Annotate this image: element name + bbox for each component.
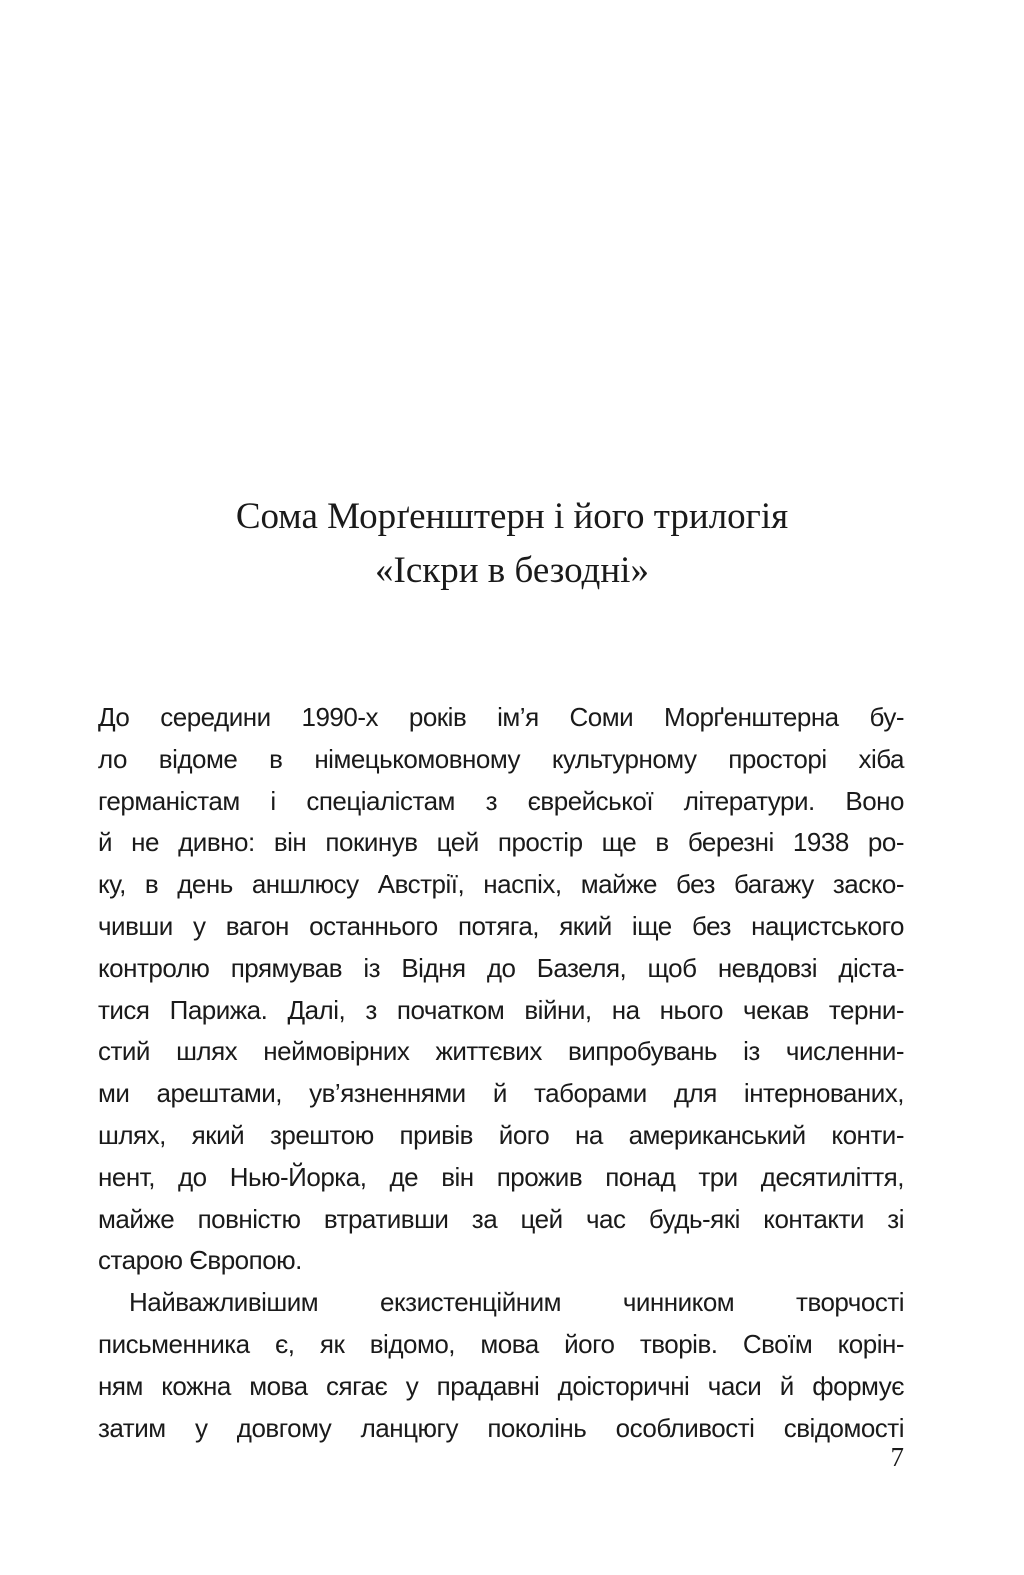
text-line: ку, в день аншлюсу Австрії, наспіх, майже без багажу заско- [98, 869, 904, 900]
text-line: й не дивно: він покинув цей простір ще в березні 1938 ро- [98, 827, 904, 858]
text-line: чивши у вагон останнього потяга, який іще без нацистського [98, 910, 904, 941]
text-line: Найважливішим екзистенційним чинником творчості [129, 1287, 904, 1318]
chapter-title-line-2: «Іскри в безодні» [375, 550, 649, 591]
text-line: затим у довгому ланцюгу поколінь особливості свідомості [98, 1412, 904, 1443]
text-line: ням кожна мова сягає у прадавні доісторичні часи й формує [98, 1370, 904, 1401]
text-line: ми арештами, ув’язненнями й таборами для інтернованих, [98, 1078, 904, 1109]
text-line: тися Парижа. Далі, з початком війни, на нього чекав терни- [98, 994, 904, 1025]
text-line: До середини 1990-х років ім’я Соми Морґенштерна бу- [98, 702, 904, 732]
chapter-title [0, 490, 1024, 598]
chapter-title-line-1: Сома Морґенштерн і його трилогія [235, 496, 789, 537]
text-line: ло відоме в німецькомовному культурному просторі хіба [98, 743, 904, 774]
text-line: старою Європою. [98, 1245, 302, 1276]
text-line: майже повністю втративши за цей час будь-які контакти зі [98, 1203, 904, 1234]
text-line: германістам і спеціалістам з єврейської літератури. Воно [98, 785, 904, 816]
text-line: шлях, який зрештою привів його на американський конти- [98, 1119, 904, 1150]
paragraph-1 [98, 697, 904, 1282]
text-line: письменника є, як відомо, мова його творів. Своїм корін- [98, 1328, 904, 1359]
body-text [98, 697, 904, 1449]
page-number: 7 [890, 1442, 904, 1472]
paragraph-2 [98, 1282, 904, 1449]
text-line: стий шлях неймовірних життєвих випробувань із численни- [98, 1036, 904, 1067]
text-line: контролю прямував із Відня до Базеля, щоб невдовзі діста- [98, 952, 904, 983]
text-line: нент, до Нью-Йорка, де він прожив понад три десятиліття, [98, 1161, 904, 1192]
